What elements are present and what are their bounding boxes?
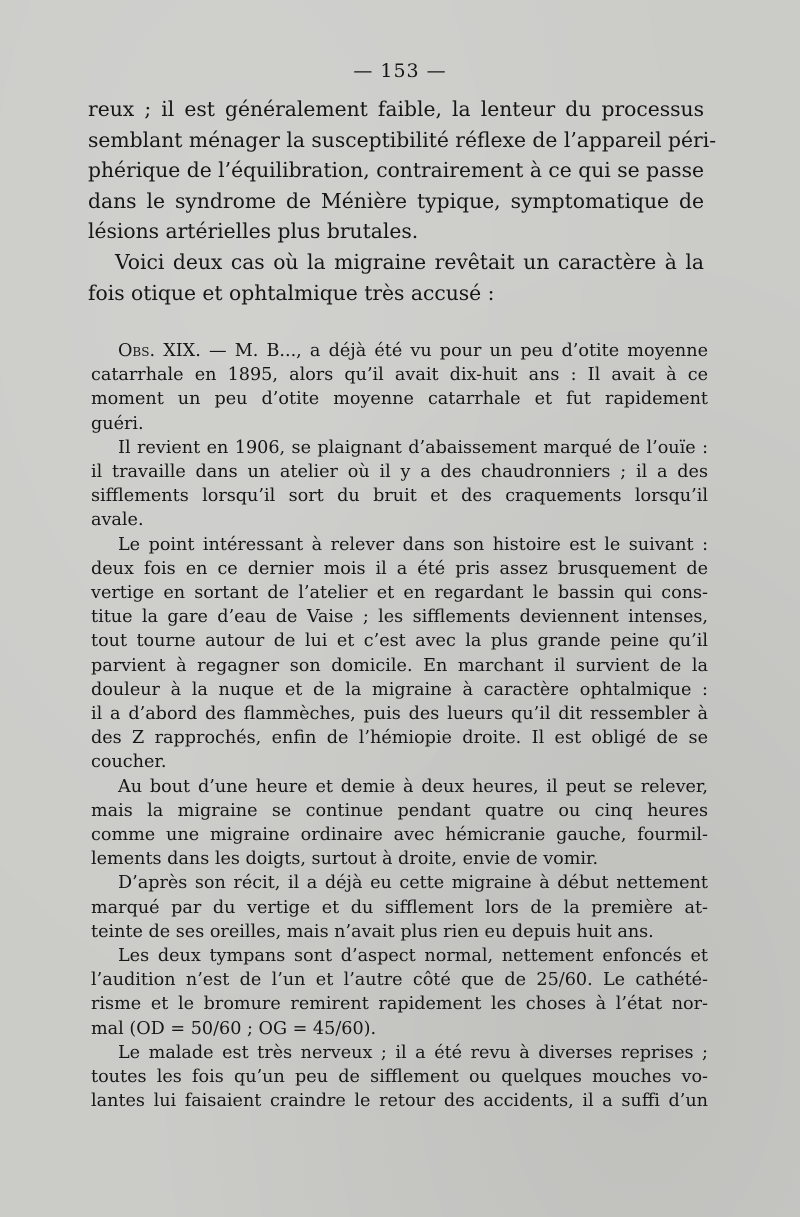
observation-paragraph-1 — [91, 339, 708, 436]
text-line: tout tourne autour de lui et c’est avec la plus grande peine qu’il — [91, 631, 708, 652]
observation-paragraph-6 — [91, 944, 708, 1041]
text-line: vertige en sortant de l’atelier et en regardant le bassin qui cons- — [91, 583, 708, 604]
intro-paragraph-2 — [88, 247, 704, 308]
text-line: moment un peu d’otite moyenne catarrhale et fut rapidement — [91, 389, 708, 410]
intro-paragraph-1 — [88, 94, 717, 247]
text-line: toutes les fois qu’un peu de sifflement ou quelques mouches vo- — [91, 1067, 708, 1088]
text-line: des Z rapprochés, enfin de l’hémiopie droite. Il est obligé de se — [91, 728, 708, 749]
text-line: marqué par du vertige et du sifflement lors de la première at- — [91, 897, 708, 918]
observation-paragraph-5 — [91, 871, 708, 944]
observation-heading: Obs. XIX. — [118, 341, 201, 361]
text-line: Le point intéressant à relever dans son histoire est le suivant : — [118, 534, 708, 555]
text-line: Il revient en 1906, se plaignant d’abaissement marqué de l’ouïe : — [118, 437, 708, 458]
observation-first-line: — M. B..., a déjà été vu pour un peu d’otite moyenne — [208, 341, 708, 361]
text-line: mais la migraine se continue pendant quatre ou cinq heures — [91, 800, 708, 821]
text-line: avale. — [91, 510, 144, 531]
text-line: phérique de l’équilibration, contrairement à ce qui se passe — [88, 158, 704, 183]
text-line: deux fois en ce dernier mois il a été pris assez brusquement de — [91, 558, 708, 579]
text-line: dans le syndrome de Ménière typique, symptomatique de — [88, 188, 704, 213]
observation-paragraph-3 — [91, 533, 708, 775]
text-line: lements dans les doigts, surtout à droite, envie de vomir. — [91, 849, 599, 870]
text-line: il travaille dans un atelier où il y a des chaudronniers ; il a des — [91, 462, 708, 483]
text-line: lésions artérielles plus brutales. — [88, 219, 419, 244]
text-line: l’audition n’est de l’un et l’autre côté que de 25/60. Le cathété- — [91, 970, 708, 991]
text-line: il a d’abord des flammèches, puis des lueurs qu’il dit ressembler à — [91, 704, 708, 725]
intro-text — [88, 94, 717, 308]
text-line: risme et le bromure remirent rapidement les choses à l’état nor- — [91, 994, 708, 1015]
observation-paragraph-2 — [91, 436, 708, 533]
text-line: douleur à la nuque et de la migraine à caractère ophtalmique : — [91, 679, 708, 700]
text-line — [91, 339, 708, 363]
text-line: Les deux tympans sont d’aspect normal, nettement enfoncés et — [118, 946, 708, 967]
page-number: — 153 — — [353, 60, 447, 82]
text-line: parvient à regagner son domicile. En marchant il survient de la — [91, 655, 708, 676]
text-line: reux ; il est généralement faible, la lenteur du processus — [88, 97, 704, 121]
text-line: coucher. — [91, 752, 167, 773]
observation-block — [91, 339, 708, 1114]
text-line: semblant ménager la susceptibilité réflexe de l’appareil péri- — [88, 127, 717, 152]
text-line: teinte de ses oreilles, mais n’avait plus rien eu depuis huit ans. — [91, 921, 654, 942]
text-line: comme une migraine ordinaire avec hémicranie gauche, fourmil- — [91, 825, 708, 846]
text-line: titue la gare d’eau de Vaise ; les sifflements deviennent intenses, — [91, 607, 708, 628]
text-line: guéri. — [91, 413, 144, 434]
observation-paragraph-7 — [91, 1041, 708, 1114]
text-line: Au bout d’une heure et demie à deux heures, il peut se relever, — [118, 776, 708, 797]
text-line: D’après son récit, il a déjà eu cette migraine à début nettement — [118, 873, 708, 894]
text-line: lantes lui faisaient craindre le retour des accidents, il a suffi d’un — [91, 1091, 708, 1112]
text-line: fois otique et ophtalmique très accusé : — [88, 280, 495, 305]
observation-paragraph-4 — [91, 775, 708, 872]
text-line: Le malade est très nerveux ; il a été revu à diverses reprises ; — [118, 1042, 708, 1063]
text-line: mal (OD = 50/60 ; OG = 45/60). — [91, 1018, 377, 1039]
text-line: sifflements lorsqu’il sort du bruit et des craquements lorsqu’il — [91, 486, 708, 507]
text-line: Voici deux cas où la migraine revêtait un caractère à la — [115, 249, 704, 274]
text-line: catarrhale en 1895, alors qu’il avait dix-huit ans : Il avait à ce — [91, 365, 708, 386]
